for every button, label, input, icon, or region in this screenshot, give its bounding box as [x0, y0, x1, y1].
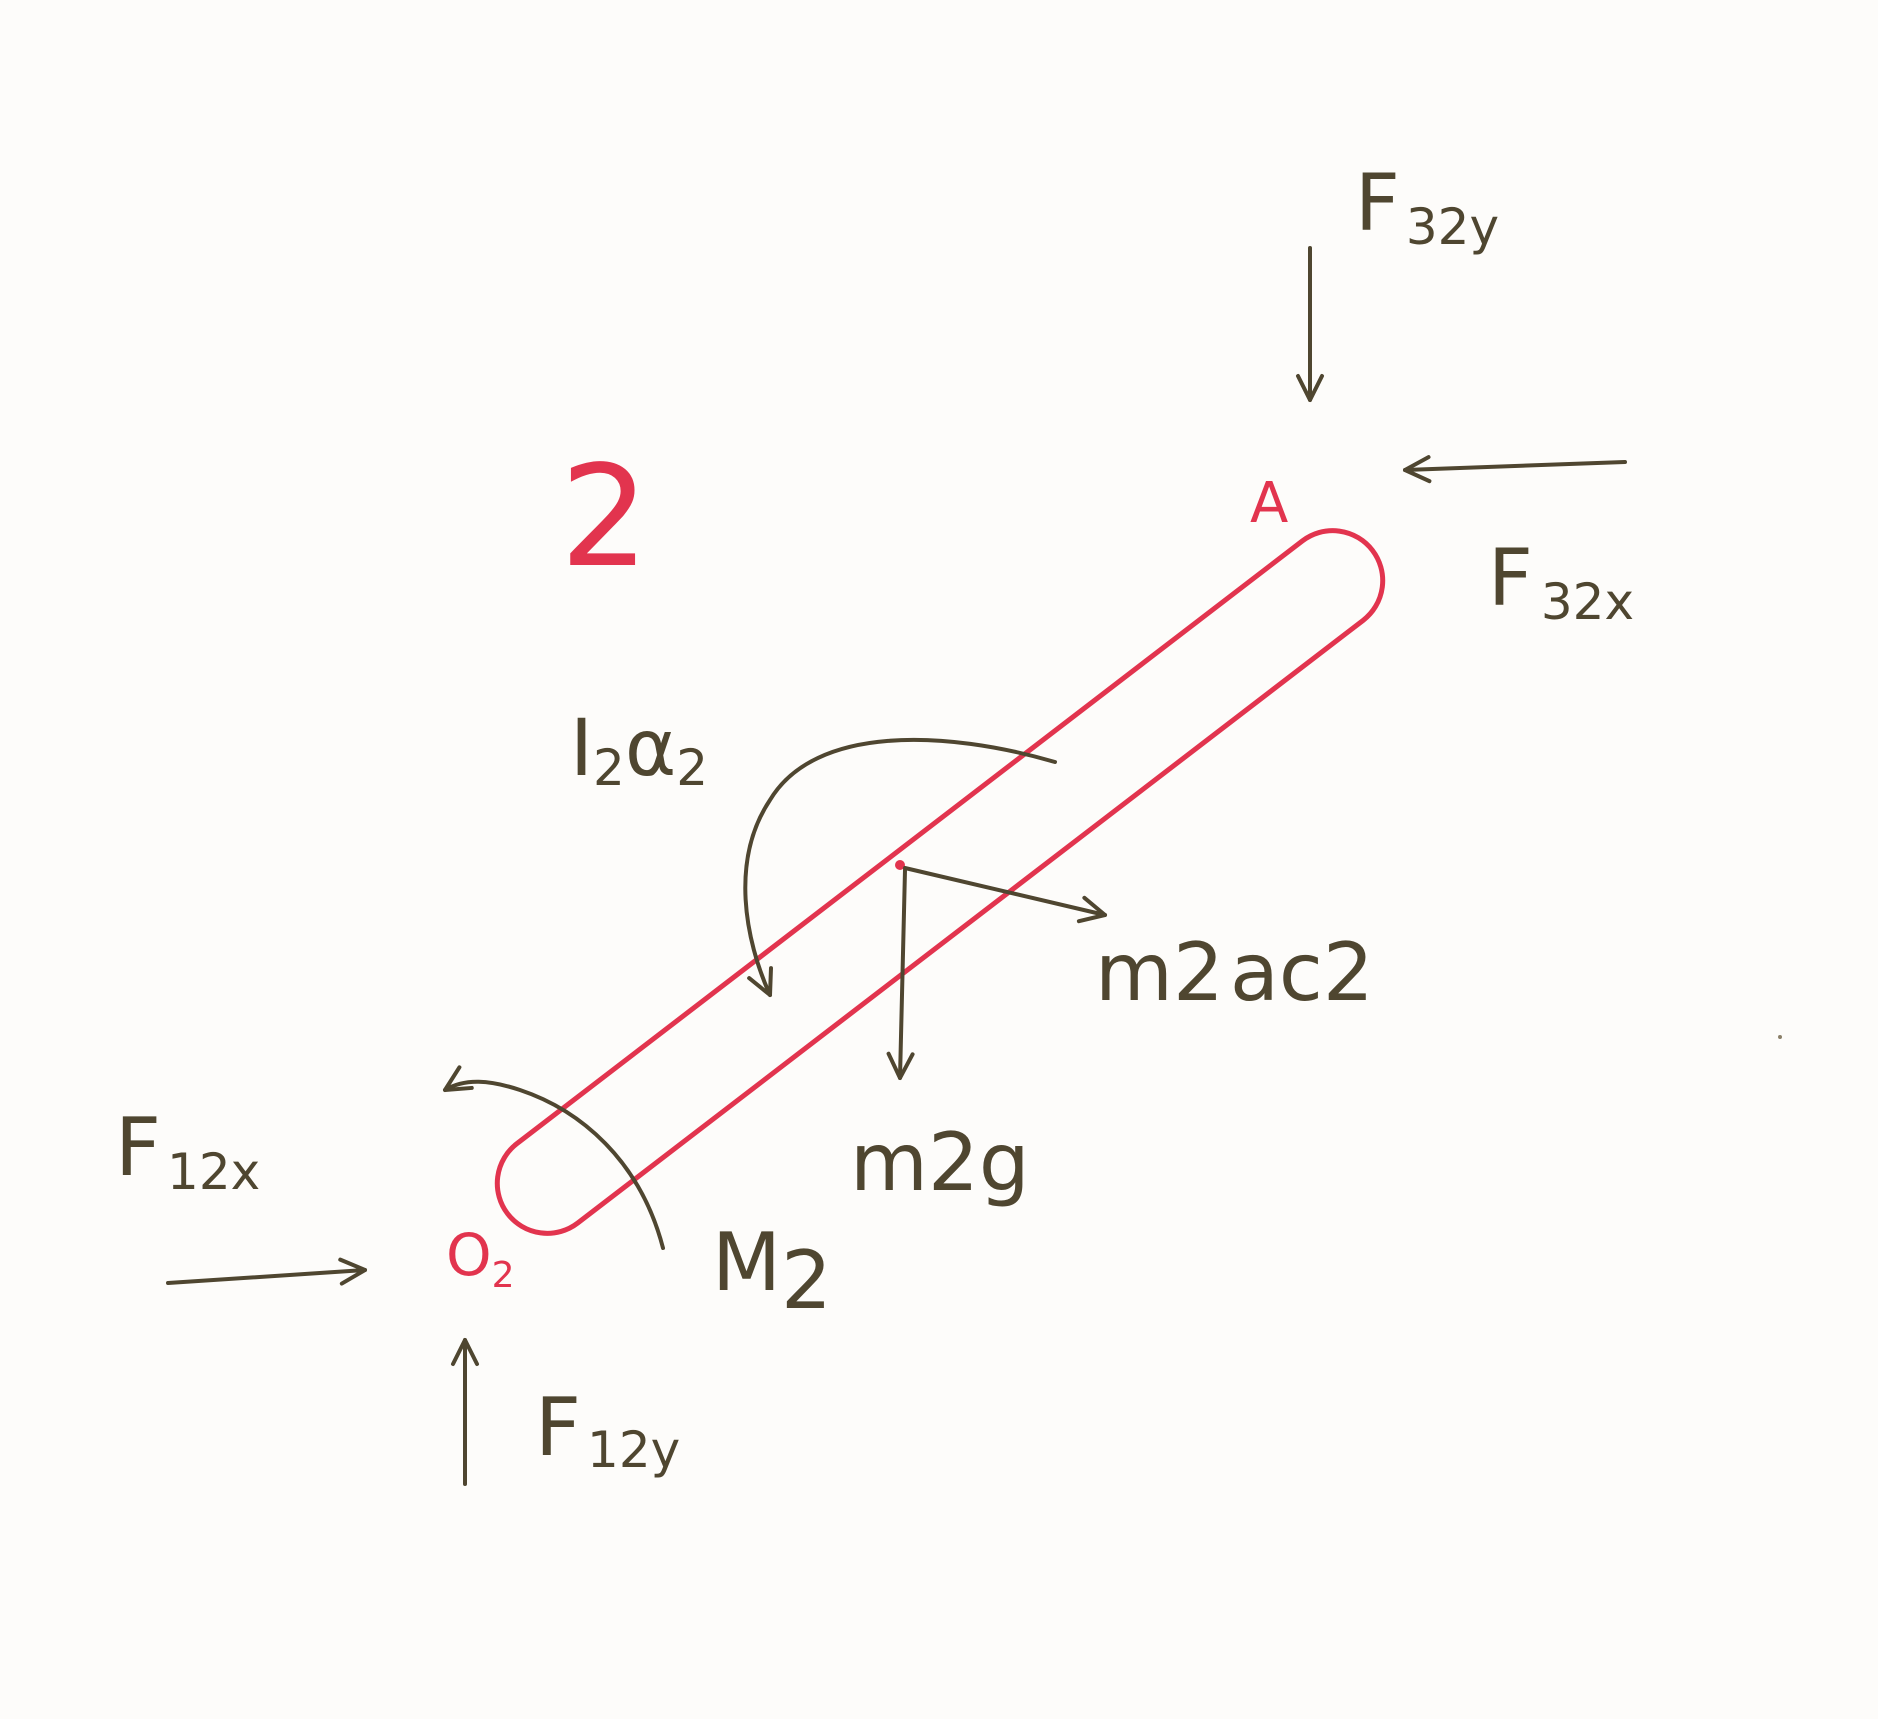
f12x-arrow [168, 1270, 365, 1283]
f12x-main: F [115, 1101, 162, 1194]
inertia-sub1: 2 [593, 739, 625, 797]
f12y-main: F [535, 1381, 582, 1474]
inertial-force-label [1095, 926, 1374, 1019]
inertia-label [570, 704, 708, 797]
inertial-force-sub2: c2 [1278, 926, 1374, 1019]
point-o2-sub: 2 [491, 1255, 515, 1296]
f32x-arrow [1405, 462, 1625, 470]
moment-label [712, 1216, 832, 1327]
point-o2-label [446, 1221, 515, 1296]
point-a-label: A [1250, 471, 1289, 536]
f32x-label [1488, 534, 1634, 631]
f12x-label [115, 1101, 260, 1201]
inertia-alpha: α [624, 704, 677, 794]
f12y-label [535, 1381, 680, 1479]
inertial-force-a: a [1229, 926, 1279, 1019]
weight-label [850, 1116, 1030, 1209]
point-o2-main: O [446, 1221, 492, 1289]
f12x-sub: 12x [167, 1143, 261, 1201]
f32x-main: F [1488, 534, 1533, 624]
inertia-sub2: 2 [676, 739, 709, 797]
moment-main: M [712, 1216, 782, 1309]
weight-arrow [900, 870, 905, 1078]
weight-g: g [978, 1116, 1030, 1209]
weight-sub1: 2 [927, 1116, 979, 1209]
stray-dot [1778, 1035, 1782, 1039]
f32y-sub: 32y [1405, 198, 1500, 256]
inertial-force-main: m [1095, 926, 1173, 1019]
inertia-main: I [570, 704, 594, 794]
f32y-main: F [1355, 159, 1400, 249]
f32y-label [1355, 159, 1499, 256]
weight-main: m [850, 1116, 928, 1209]
f12y-sub: 12y [587, 1421, 681, 1479]
inertial-force-arrow [905, 868, 1105, 915]
link-number-label: 2 [560, 436, 650, 599]
moment-sub: 2 [781, 1234, 832, 1327]
f32x-sub: 32x [1540, 573, 1635, 631]
inertial-force-sub1: 2 [1172, 926, 1224, 1019]
